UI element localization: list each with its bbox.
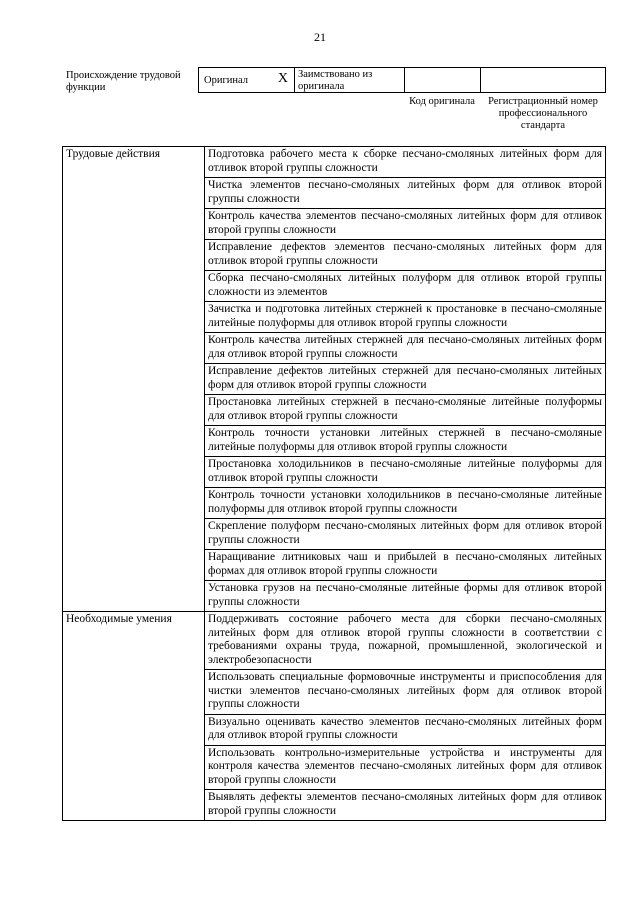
original-mark: X (277, 71, 288, 86)
table-row (63, 612, 606, 670)
table-cell: Выявлять дефекты элементов песчано-смоляных литейных форм для отливок второй группы сложности (205, 790, 606, 821)
table-cell: Исправление дефектов элементов песчано-смоляных литейных форм для отливок второй группы сложности (205, 240, 606, 271)
table-cell: Использовать контрольно-измерительные устройства и инструменты для контроля качества элементов песчано-смоляных литейных форм для отливок второй группы сложности (205, 745, 606, 790)
original-label: Оригинал (204, 75, 248, 86)
reg-number-caption: Регистрационный номер профессионального стандарта (488, 96, 598, 131)
table-cell: Скрепление полуформ песчано-смоляных литейных форм для отливок второй группы сложности (205, 519, 606, 550)
code-cell (405, 68, 481, 92)
table-row (63, 147, 606, 178)
borrowed-cell: Заимствовано из оригинала (295, 68, 405, 92)
table-cell: Контроль точности установки литейных стержней в песчано-смоляные литейные полуформы для отливок второй группы сложности (205, 426, 606, 457)
table-cell: Зачистка и подготовка литейных стержней к простановке в песчано-смоляные литейные полуформы для отливок второй группы сложности (205, 302, 606, 333)
original-cell (199, 68, 295, 92)
section-label: Необходимые умения (63, 612, 205, 821)
table-cell: Простановка холодильников в песчано-смоляные литейные полуформы для отливок второй группы сложности (205, 457, 606, 488)
table-cell: Простановка литейных стержней в песчано-смоляные литейные полуформы для отливок второй группы сложности (205, 395, 606, 426)
table-cell: Чистка элементов песчано-смоляных литейных форм для отливок второй группы сложности (205, 178, 606, 209)
table-cell: Установка грузов на песчано-смоляные литейные формы для отливок второй группы сложности (205, 581, 606, 612)
code-caption: Код оригинала (409, 96, 475, 107)
table-cell: Поддерживать состояние рабочего места для сборки песчано-смоляных литейных форм для отливок второй группы сложности в соответствии с требованиями охраны труда, пожарной, промышленной, экологической и электробезопасности (205, 612, 606, 670)
table-cell: Визуально оценивать качество элементов песчано-смоляных литейных форм для отливок второй группы сложности (205, 714, 606, 745)
table-cell: Контроль качества литейных стержней для песчано-смоляных литейных форм для отливок второй группы сложности (205, 333, 606, 364)
origin-label: Происхождение трудовой функции (66, 70, 181, 93)
table-cell: Сборка песчано-смоляных литейных полуформ для отливок второй группы сложности из элементов (205, 271, 606, 302)
table-cell: Использовать специальные формовочные инструменты и приспособления для чистки элементов песчано-смоляных литейных форм для отливок второй группы сложности (205, 670, 606, 715)
reg-number-cell (481, 68, 605, 92)
table-cell: Контроль точности установки холодильников в песчано-смоляные литейные полуформы для отливок второй группы сложности (205, 488, 606, 519)
table-cell: Наращивание литниковых чаш и прибылей в песчано-смоляных литейных формах для отливок второй группы сложности (205, 550, 606, 581)
origin-box (198, 67, 606, 93)
page-number: 21 (314, 30, 326, 44)
function-table-body (63, 147, 606, 821)
function-table (62, 146, 606, 821)
table-cell: Контроль качества элементов песчано-смоляных литейных форм для отливок второй группы сложности (205, 209, 606, 240)
table-cell: Исправление дефектов литейных стержней для песчано-смоляных литейных форм для отливок второй группы сложности (205, 364, 606, 395)
table-cell: Подготовка рабочего места к сборке песчано-смоляных литейных форм для отливок второй группы сложности (205, 147, 606, 178)
section-label: Трудовые действия (63, 147, 205, 612)
